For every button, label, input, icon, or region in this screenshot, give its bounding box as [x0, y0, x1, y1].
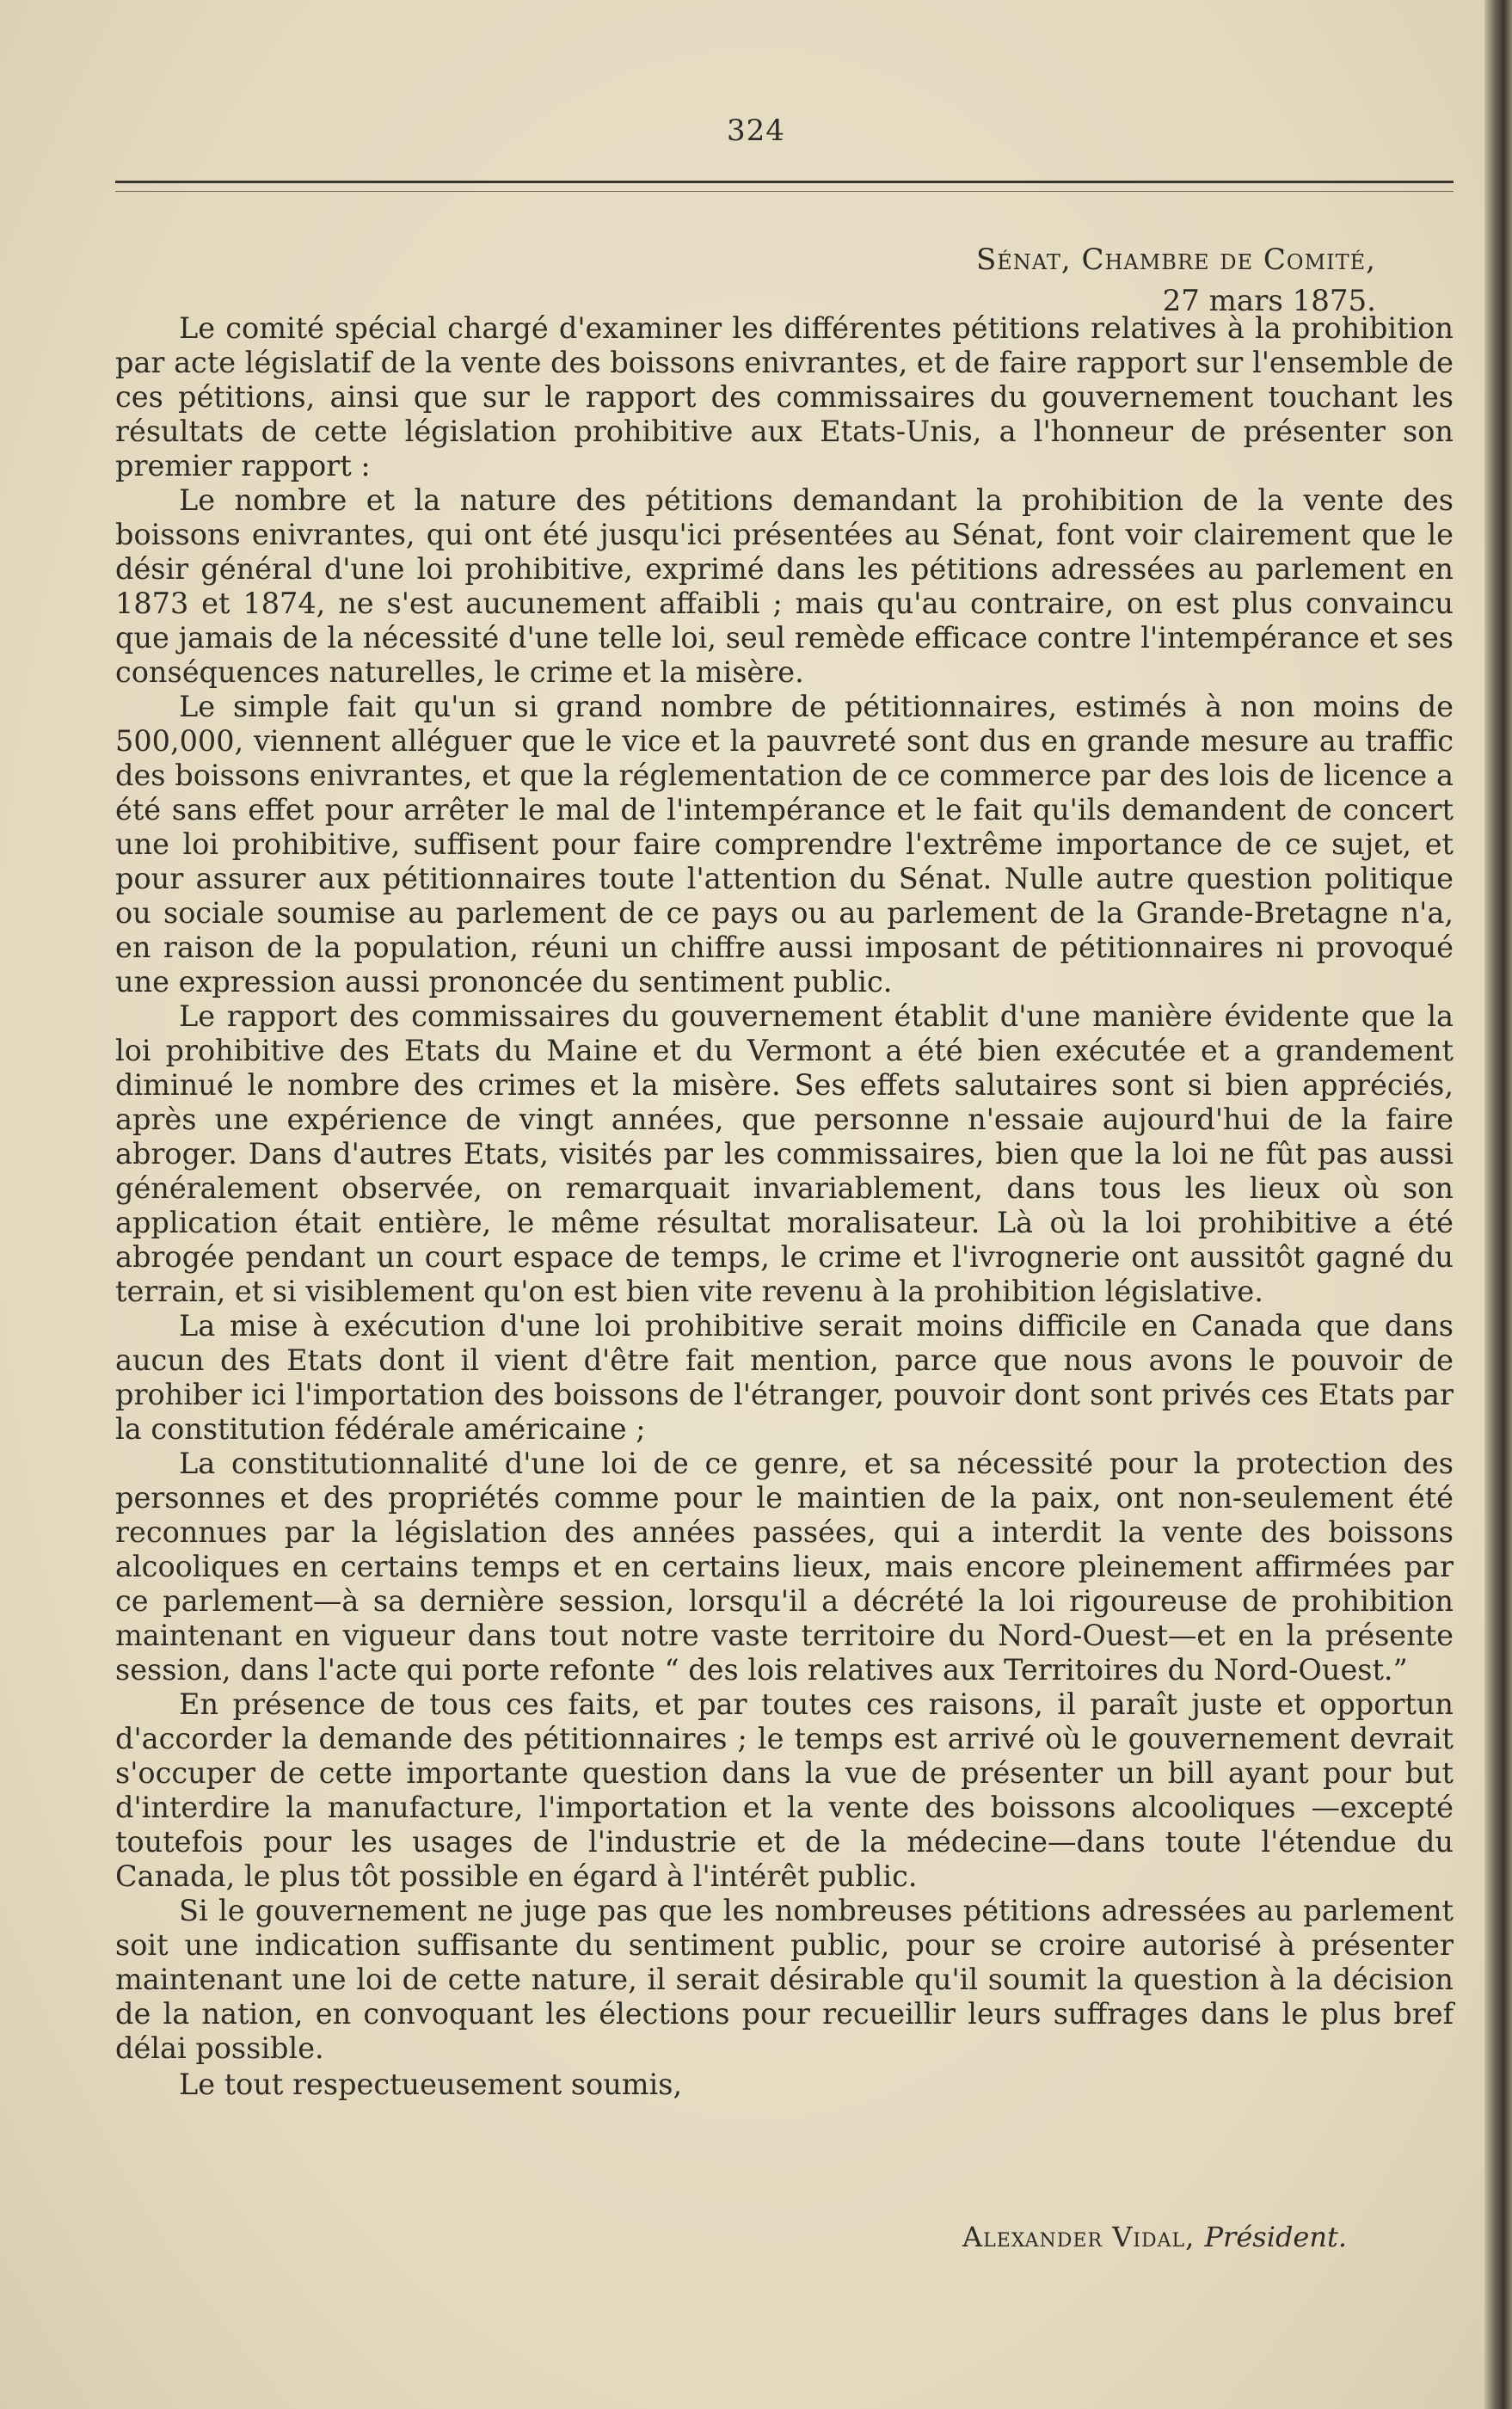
paragraph: En présence de tous ces faits, et par toutes ces raisons, il paraît juste et opportun d'accorder la demande des pétitionnaires ; le temps est arrivé où le gouvernement devrait s'occuper de cette importante question dans la vue de présenter un bill ayant pour but d'interdire la manufacture, l'importation et la vente des boissons alcooliques —excepté toutefois pour les usages de l'industrie et de la médecine—dans toute l'étendue du Canada, le plus tôt possible en égard à l'intérêt public.	[115, 1687, 1454, 1893]
signature-name: Alexander Vidal,	[962, 2221, 1195, 2253]
paragraph: La mise à exécution d'une loi prohibitive serait moins difficile en Canada que dans aucun des Etats dont il vient d'être fait mention, parce que nous avons le pouvoir de prohiber ici l'importation des boissons de l'étranger, pouvoir dont sont privés ces Etats par la constitution fédérale américaine ;	[115, 1309, 1454, 1446]
paragraph: La constitutionnalité d'une loi de ce genre, et sa nécessité pour la protection des personnes et des propriétés comme pour le maintien de la paix, ont non-seulement été reconnues par la législation des années passées, qui a interdit la vente des boissons alcooliques en certains temps et en certains lieux, mais encore pleinement affirmées par ce parlement—à sa dernière session, lorsqu'il a décrété la loi rigoureuse de prohibition maintenant en vigueur dans tout notre vaste territoire du Nord-Ouest—et en la présente session, dans l'acte qui porte refonte “ des lois relatives aux Territoires du Nord-Ouest.”	[115, 1447, 1454, 1687]
header-rule-thin	[115, 191, 1454, 192]
header-date: 27 mars 1875.	[1162, 284, 1376, 318]
paragraph: Le nombre et la nature des pétitions demandant la prohibition de la vente des boissons enivrantes, qui ont été jusqu'ici présentées au Sénat, font voir clairement que le désir général d'une loi prohibitive, exprimé dans les pétitions adressées au parlement en 1873 et 1874, ne s'est aucunement affaibli ; mais qu'au contraire, on est plus convaincu que jamais de la nécessité d'une telle loi, seul remède efficace contre l'intempérance et ses conséquences naturelles, le crime et la misère.	[115, 483, 1454, 689]
report-body	[115, 311, 1454, 2102]
signature-role: Président.	[1204, 2221, 1347, 2253]
page-number: 324	[727, 114, 785, 148]
paragraph: Le rapport des commissaires du gouvernement établit d'une manière évidente que la loi prohibitive des Etats du Maine et du Vermont a été bien exécutée et a grandement diminué le nombre des crimes et la misère. Ses effets salutaires sont si bien appréciés, après une expérience de vingt années, que personne n'essaie aujourd'hui de la faire abroger. Dans d'autres Etats, visités par les commissaires, bien que la loi ne fût pas aussi généralement observée, on remarquait invariablement, dans tous les lieux où son application était entière, le même résultat moralisateur. Là où la loi prohibitive a été abrogée pendant un court espace de temps, le crime et l'ivrognerie ont aussitôt gagné du terrain, et si visiblement qu'on est bien vite revenu à la prohibition législative.	[115, 999, 1454, 1308]
header-location: Sénat, Chambre de Comité,	[976, 243, 1376, 277]
book-gutter	[1484, 0, 1512, 2409]
paragraph: Le comité spécial chargé d'examiner les différentes pétitions relatives à la prohibition par acte législatif de la vente des boissons enivrantes, et de faire rapport sur l'ensemble de ces pétitions, ainsi que sur le rapport des commissaires du gouvernement touchant les résultats de cette législation prohibitive aux Etats-Unis, a l'honneur de présenter son premier rapport :	[115, 311, 1454, 482]
header-rule	[115, 181, 1454, 183]
signature	[860, 2221, 1347, 2253]
closing-line: Le tout respectueusement soumis,	[179, 2068, 683, 2101]
paragraph: Le simple fait qu'un si grand nombre de pétitionnaires, estimés à non moins de 500,000, viennent alléguer que le vice et la pauvreté sont dus en grande mesure au traffic des boissons enivrantes, et que la réglementation de ce commerce par des lois de licence a été sans effet pour arrêter le mal de l'intempérance et le fait qu'ils demandent de concert une loi prohibitive, suffisent pour faire comprendre l'extrême importance de ce sujet, et pour assurer aux pétitionnaires toute l'attention du Sénat. Nulle autre question politique ou sociale soumise au parlement de ce pays ou au parlement de la Grande-Bretagne n'a, en raison de la population, réuni un chiffre aussi imposant de pétitionnaires ni provoqué une expression aussi prononcée du sentiment public.	[115, 690, 1454, 999]
paragraph: Si le gouvernement ne juge pas que les nombreuses pétitions adressées au parlement soit une indication suffisante du sentiment public, pour se croire autorisé à présenter maintenant une loi de cette nature, il serait désirable qu'il soumit la question à la décision de la nation, en convoquant les élections pour recueillir leurs suffrages dans le plus bref délai possible.	[115, 1894, 1454, 2065]
